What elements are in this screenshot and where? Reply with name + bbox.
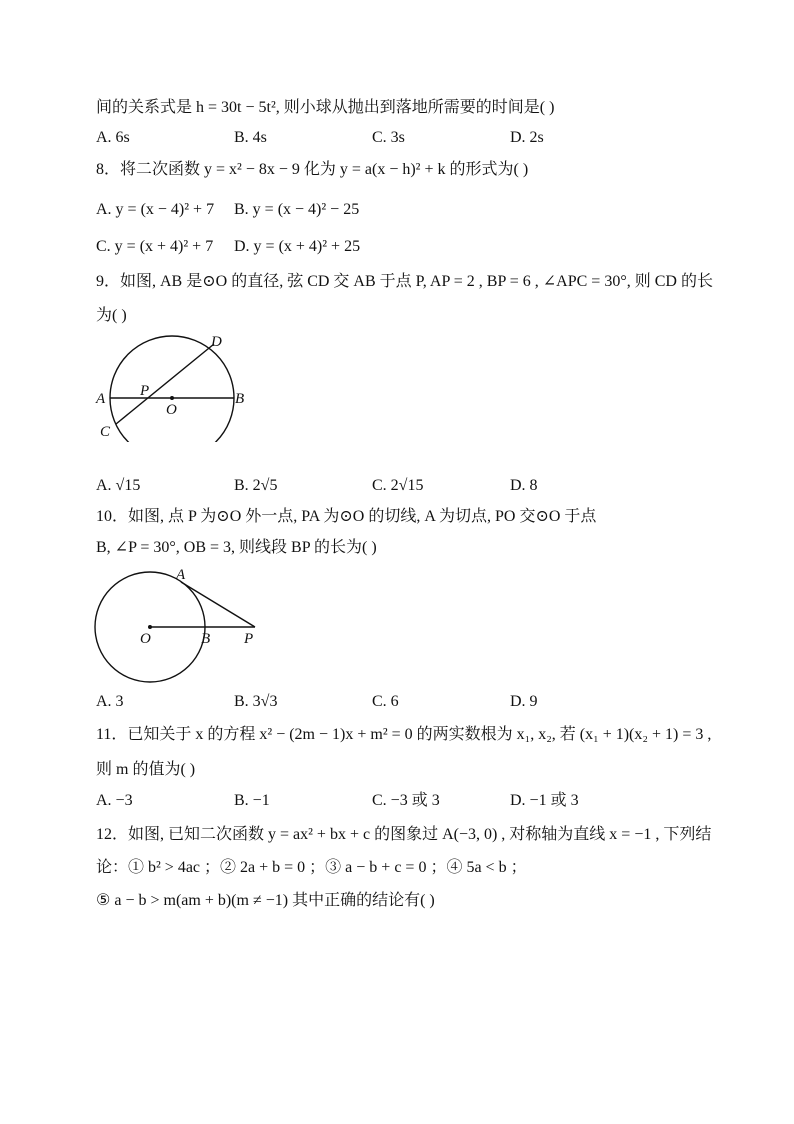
q11-option-a: A. −3 (96, 792, 133, 809)
q11-option-c: C. −3 或 3 (372, 792, 440, 809)
q9-option-a: A. √15 (96, 477, 141, 494)
q11-stem-line1: 11．已知关于 x 的方程 x² − (2m − 1)x + m² = 0 的两实数根为 x₁, x₂, 若 (x₁ + 1)(x₂ + 1) = 3 , (96, 726, 712, 743)
q8-option-c: C. y = (x + 4)² + 7 (96, 238, 214, 255)
q9-label-d: D (211, 334, 222, 350)
q11-option-b: B. −1 (234, 792, 270, 809)
q10-option-a: A. 3 (96, 693, 124, 710)
q8-option-b: B. y = (x − 4)² − 25 (234, 201, 360, 218)
q10-tangent-figure (92, 566, 272, 686)
q9-label-a: A (96, 391, 106, 407)
q7-option-d: D. 2s (510, 129, 544, 146)
q9-option-d: D. 8 (510, 477, 538, 494)
q7-option-b: B. 4s (234, 129, 267, 146)
q9-stem-line2: 为( ) (96, 307, 127, 324)
q7-option-c: C. 3s (372, 129, 405, 146)
q10-label-p: P (244, 631, 254, 647)
q10-label-a: A (176, 567, 186, 583)
q9-stem-line1: 9．如图, AB 是⊙O 的直径, 弦 CD 交 AB 于点 P, AP = 2 , BP = 6 , ∠APC = 30°, 则 CD 的长 (96, 273, 713, 290)
q10-stem-line1: 10．如图, 点 P 为⊙O 外一点, PA 为⊙O 的切线, A 为切点, PO 交⊙O 于点 (96, 508, 597, 525)
q7-stem-line: 间的关系式是 h = 30t − 5t², 则小球从抛出到落地所需要的时间是( ) (96, 99, 555, 116)
q10-option-d: D. 9 (510, 693, 538, 710)
q11-option-d: D. −1 或 3 (510, 792, 579, 809)
q9-option-c: C. 2√15 (372, 477, 424, 494)
q9-option-b: B. 2√5 (234, 477, 278, 494)
q12-stem-line3: ⑤ a − b > m(am + b)(m ≠ −1) 其中正确的结论有( ) (96, 892, 435, 909)
q7-option-a: A. 6s (96, 129, 130, 146)
q10-label-o: O (140, 631, 151, 647)
q8-option-a: A. y = (x − 4)² + 7 (96, 201, 215, 218)
q11-stem-line2: 则 m 的值为( ) (96, 761, 196, 778)
q9-center-dot (170, 396, 174, 400)
q9-label-b: B (235, 391, 245, 407)
q9-circle-figure (92, 330, 262, 442)
q9-label-o: O (166, 402, 177, 418)
q10-tangent-pa (181, 582, 255, 627)
q9-circle (110, 336, 234, 442)
q10-label-b: B (201, 631, 211, 647)
q10-center-dot (148, 625, 152, 629)
q9-label-c: C (100, 424, 111, 440)
q9-chord-cd (116, 344, 214, 424)
q9-label-p: P (140, 383, 150, 399)
q10-option-b: B. 3√3 (234, 693, 278, 710)
q12-stem-line2: 论：① b² > 4ac ；② 2a + b = 0 ；③ a − b + c = 0 ；④ 5a < b ； (96, 859, 527, 876)
q12-stem-line1: 12．如图, 已知二次函数 y = ax² + bx + c 的图象过 A(−3, 0) , 对称轴为直线 x = −1 , 下列结 (96, 826, 712, 843)
q8-option-d: D. y = (x + 4)² + 25 (234, 238, 361, 255)
q10-stem-line2: B, ∠P = 30°, OB = 3, 则线段 BP 的长为( ) (96, 539, 377, 556)
q10-option-c: C. 6 (372, 693, 399, 710)
q8-stem: 8．将二次函数 y = x² − 8x − 9 化为 y = a(x − h)² + k 的形式为( ) (96, 161, 529, 178)
